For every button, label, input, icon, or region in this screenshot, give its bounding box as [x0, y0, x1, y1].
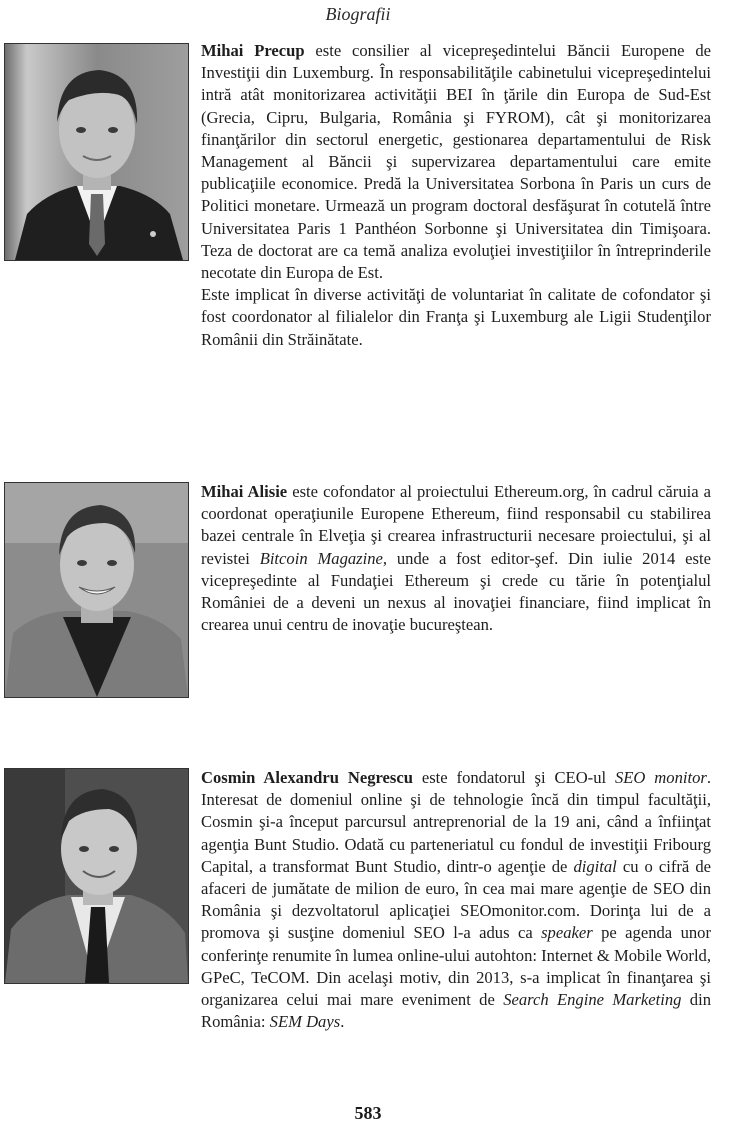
- bio-italic-text: Bitcoin Magazine: [259, 548, 383, 568]
- person-name: Mihai Alisie: [201, 482, 288, 501]
- section-title: Biografii: [325, 4, 391, 24]
- portrait-photo-cosmin-negrescu: [4, 768, 189, 984]
- person-name: Cosmin Alexandru Negrescu: [201, 768, 413, 787]
- portrait-image: [5, 483, 188, 697]
- bio-text: este consilier al vicepreşedintelui Băncii Europene de Investiţii din Luxemburg. În responsabilităţile cabinetului vicepreşedintelui intră atât monitorizarea activităţii BEI în ţările din Europa de Sud-Est (Grecia, Cipru, Bulgaria, România şi FYROM), cât şi monitorizarea finanţărilor din sectorul energetic, gestionarea departamentului de Risk Management al Băncii şi supervizarea departamentului care emite publicaţiile economice. Predă la Universitatea Sorbona în Paris un curs de Politici monetare. Urmează un program doctoral desfăşurat în cotutelă între Universitatea Paris 1 Panthéon Sorbonne şi Universitatea din Timişoara. Teza de doctorat are ca temă analiza evoluţiei investiţiilor în întreprinderile necotate din Europa de Est.: [201, 41, 711, 283]
- bio-cosmin-negrescu: [201, 767, 711, 1033]
- bio-text: , unde a fost editor-şef. Din iulie 2014 este vicepreşedinte al Fundaţiei Ethereum şi crede cu tărie în potenţialul României de a deveni un nexus al inovaţiei financiare, fiind implicat în crearea unui centru de inovaţie bucureştean.: [201, 548, 711, 635]
- bio-text: este fondatorul şi CEO-ul: [412, 768, 615, 787]
- person-name: Mihai Precup: [201, 41, 305, 60]
- bio-text: . Interesat de domeniul online şi de tehnologie încă din timpul facultăţii, Cosmin şi-a început parcursul antreprenorial de la 19 ani, când a înfiinţat agenţia Bunt Studio. Odată cu parteneriatul cu fondul de investiţii Fribourg Capital, a transformat Bunt Studio, dintr-o agenţie de: [201, 768, 712, 876]
- bio-italic-text: SEM Days: [269, 1012, 341, 1032]
- bio-text: cu o cifră de afaceri de jumătate de milion de euro, în cea mai mare agenţie de SEO din România şi dezvoltatorul aplicaţiei SEOmonitor.com. Dorinţa lui de a promova şi susţine domeniul SEO l-a adus ca: [201, 856, 711, 943]
- portrait-photo-mihai-alisie: [4, 482, 189, 698]
- running-header: [0, 4, 736, 25]
- bio-text: .: [340, 1012, 345, 1032]
- bio-text: este cofondator al proiectului Ethereum.org, în cadrul căruia a coordonat operaţiunile Europene Ethereum, fiind responsabil cu stabilirea bazei centrale în Elveţia şi crearea infrastructurii necesare proiectului, şi al revistei: [201, 482, 711, 568]
- bio-paragraph: Este implicat în diverse activităţi de voluntariat în calitate de cofondator şi fost coordonator al filialelor din Franţa şi Luxemburg ale Ligii Studenţilor Românii din Străinătate.: [201, 285, 711, 349]
- bio-italic-text: Search Engine Marketing: [503, 990, 682, 1010]
- bio-paragraph: [201, 767, 711, 1033]
- page-number: 583: [354, 1103, 382, 1123]
- bio-mihai-precup: [201, 40, 711, 351]
- bio-paragraph: [201, 40, 711, 284]
- bio-text: pe agenda unor conferinţe renumite în lumea online-ului autohton: Internet & Mobile World, GPeC, TeCOM. Din acelaşi motiv, din 2013, s-a implicat în finanţarea şi organizarea celui mai mare eveniment de: [201, 923, 711, 1010]
- bio-italic-text: speaker: [541, 923, 593, 943]
- bio-mihai-alisie: [201, 481, 711, 636]
- portrait-image: [5, 769, 188, 983]
- bio-italic-text: digital: [573, 856, 617, 876]
- portrait-photo-mihai-precup: [4, 43, 189, 261]
- bio-paragraph: [201, 481, 711, 636]
- portrait-image: [5, 44, 188, 260]
- bio-italic-text: SEO monitor: [615, 768, 707, 787]
- bio-text: din România:: [201, 990, 711, 1032]
